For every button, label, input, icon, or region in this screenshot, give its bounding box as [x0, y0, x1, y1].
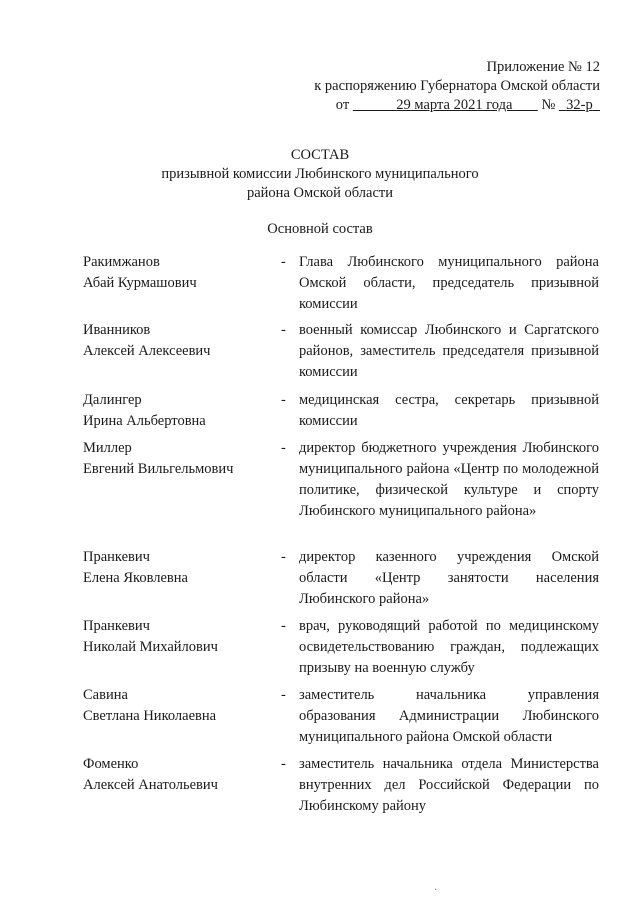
- title-line-1: СОСТАВ: [290, 147, 350, 163]
- number-value: 32-р: [566, 97, 593, 113]
- member-role: заместитель начальника отдела Министерства внутренних дел Российской Федерации по Любинскому району: [299, 756, 599, 814]
- member-role: военный комиссар Любинского и Саргатского районов, заместитель председателя призывной комиссии: [299, 322, 599, 380]
- member-dash: -: [281, 392, 286, 408]
- appendix-number: Приложение № 12: [486, 59, 600, 75]
- appendix-date-line: [314, 96, 600, 115]
- member-surname: Пранкевич: [83, 549, 150, 565]
- member-surname: Иванников: [83, 322, 151, 338]
- member-dash: -: [281, 687, 286, 703]
- title-line-2: призывной комиссии Любинского муниципального: [161, 166, 479, 182]
- member-dash: -: [281, 549, 286, 565]
- member-given-name: Николай Михайлович: [83, 639, 218, 655]
- member-surname: Ракимжанов: [83, 254, 160, 270]
- member-given-name: Ирина Альбертовна: [83, 413, 206, 429]
- member-name: [83, 616, 273, 658]
- date-prefix: от: [335, 97, 350, 113]
- member-name: [83, 685, 273, 727]
- member-role: медицинская сестра, секретарь призывной комиссии: [299, 392, 599, 429]
- section-subtitle: Основной состав: [267, 221, 373, 237]
- member-surname: Фоменко: [83, 756, 139, 772]
- member-dash: -: [281, 440, 286, 456]
- member-name: [83, 547, 273, 589]
- member-role: директор казенного учреждения Омской области «Центр занятости населения Любинского района»: [299, 549, 599, 607]
- member-name: [83, 390, 273, 432]
- member-dash: -: [281, 756, 286, 772]
- title-line-3: района Омской области: [246, 185, 393, 201]
- member-role: Глава Любинского муниципального района Омской области, председатель призывной комиссии: [299, 254, 599, 312]
- member-surname: Пранкевич: [83, 618, 150, 634]
- member-surname: Миллер: [83, 440, 132, 456]
- member-name: [83, 438, 273, 480]
- member-dash: -: [281, 322, 286, 338]
- member-given-name: Абай Курмашович: [83, 275, 197, 291]
- appendix-reference: к распоряжению Губернатора Омской области: [314, 78, 600, 94]
- member-role: директор бюджетного учреждения Любинского муниципального района «Центр по молодежной политике, физической культуре и спорту Любинского муниципального района»: [299, 440, 599, 519]
- date-value: 29 марта 2021 года: [396, 97, 513, 113]
- member-surname: Далингер: [83, 392, 142, 408]
- member-surname: Савина: [83, 687, 128, 703]
- member-name: [83, 320, 273, 362]
- page-speck: ·: [434, 885, 438, 896]
- member-given-name: Светлана Николаевна: [83, 708, 217, 724]
- member-name: [83, 252, 273, 294]
- member-name: [83, 754, 273, 796]
- document-title: [0, 146, 640, 203]
- member-given-name: Алексей Анатольевич: [83, 777, 218, 793]
- member-given-name: Евгений Вильгельмович: [83, 461, 234, 477]
- number-label: №: [541, 97, 556, 113]
- member-given-name: Алексей Алексеевич: [83, 343, 211, 359]
- member-given-name: Елена Яковлевна: [83, 570, 188, 586]
- member-role: заместитель начальника управления образования Администрации Любинского муниципального района Омской области: [299, 687, 599, 745]
- member-dash: -: [281, 254, 286, 270]
- member-dash: -: [281, 618, 286, 634]
- member-role: врач, руководящий работой по медицинскому освидетельствованию граждан, подлежащих призыву на военную службу: [299, 618, 599, 676]
- appendix-header: [314, 58, 600, 115]
